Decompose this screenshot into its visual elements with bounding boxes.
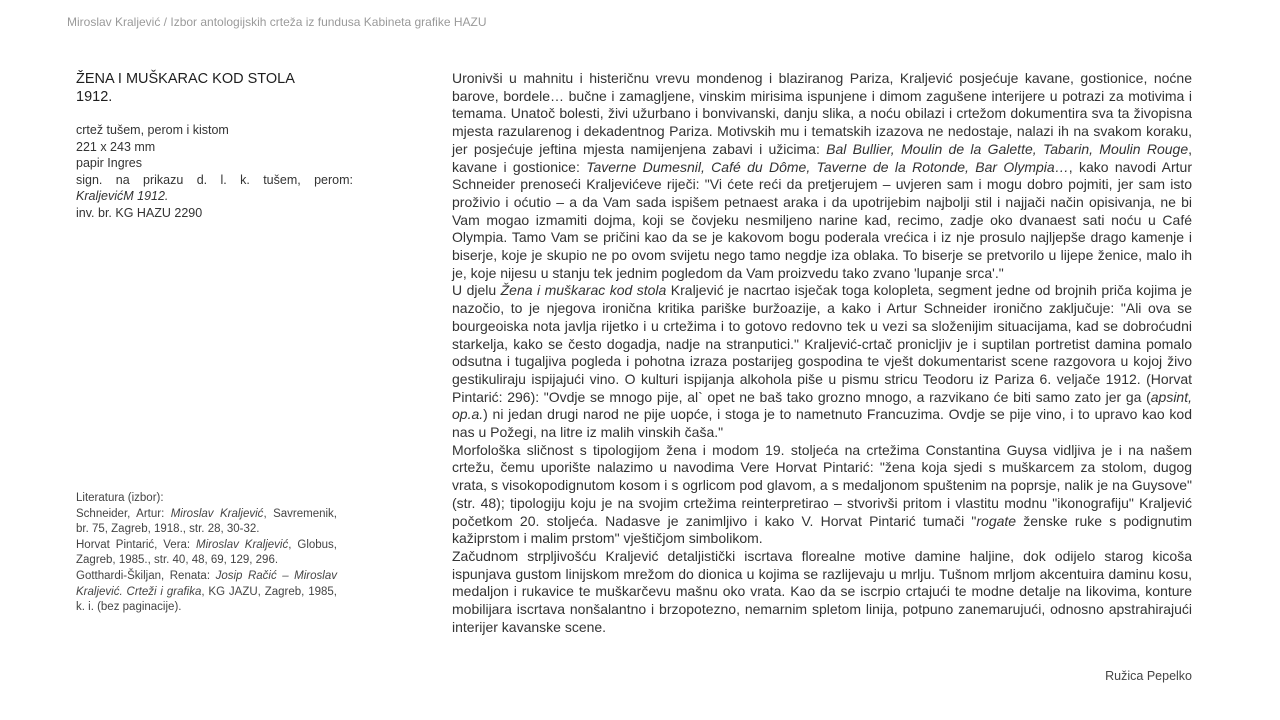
literature: [76, 491, 337, 616]
literature-heading: Literatura (izbor):: [76, 492, 164, 504]
literature-entry: Schneider, Artur: Miroslav Kraljević, Savremenik, br. 75, Zagreb, 1918., str. 28, 30-32.: [76, 507, 337, 536]
breadcrumb: Miroslav Kraljević / Izbor antologijskih crteža iz fundusa Kabineta grafike HAZU: [67, 15, 487, 29]
paragraph: U djelu Žena i muškarac kod stola Kraljević je nacrtao isječak toga kolopleta, segment jedne od brojnih priča kojima je nazočio, to je njegova ironična kritika pariške buržoazije, a kako i Artur Schneider ironično zaključuje: "Ali ova se bourgeoiska nota javlja rijetko i u crtežima i to gotovo redovno tek u vezi sa složenijim situacijama, kad se dobroćudni starkelja, kako se često dogadja, nadje na stranputici." Kraljević-crtač pronicljiv je i suptilan portretist damina pomalo odsutna i tugaljiva pogleda i pohotna izraza postarijeg gospodina te vješt dokumentarist scene razgovora u kojoj živo gestikuliraju ispijajući vino. O kulturi ispijanja alkohola piše u pismu stricu Teodoru iz Pariza 6. veljače 1912. (Horvat Pintarić: 296): "Ovdje se mnogo pije, al` opet ne baš tako grozno mnogo, a razvikano će biti samo zato jer ga (apsint, op.a.) ni jedan drugi narod ne pije uopće, i stoga je to nametnuto Francuzima. Ovdje se pije vino, i to upravo kao kod nas u Požegi, na litre iz malih vinskih čaša.": [452, 282, 1193, 441]
author-signature: Ružica Pepelko: [1105, 669, 1192, 683]
paragraph: Uronivši u mahnitu i histeričnu vrevu mondenog i blaziranog Pariza, Kraljević posjećuje kavane, gostionice, noćne barove, bordele… bučne i zamagljene, vinskim mirisima ispunjene i dimom zagušene interijere u potrazi za motivima i temama. Unatoč bolesti, živi užurbano i bonvivanski, danju slika, a noću obilazi i crtežom dokumentira sva ta živopisna mjesta razularenog i dekadentnog Pariza. Motivskih mu i tematskih izazova ne nedostaje, nalazi ih na svakom koraku, jer posjećuje jeftina mjesta namijenjena zabavi i užicima: Bal Bullier, Moulin de la Galette, Tabarin, Moulin Rouge, kavane i gostionice: Taverne Dumesnil, Café du Dôme, Taverne de la Rotonde, Bar Olympia…, kako navodi Artur Schneider prenoseći Kraljevićeve riječi: "Vi ćete reći da pretjerujem – uvjeren sam i mogu dobro pojmiti, jer sam isto proživio i oćutio – a da Vam sada ispišem petnaest araka i da upotrijebim najbolji stil i najjači način opisivanja, ne bi Vam mogao izmamiti dojma, koji se čovjeku nesmiljeno narine kad, recimo, zadje oko dvanaest sati noću u Café Olympia. Tamo Vam se pričini kao da se je kakovom bogu poderala vrećica i iz nje prosulo najljepše drago kamenje i biserje, koje je skupio ne po ovom svijetu nego tamo negdje iza oblaka. To biserje se pretvorilo u lijepe ženice, malo ih je, koje nijesu u stanju tek jednim pogledom da Vam proizvedu tako zvano 'lupanje srca'.": [452, 70, 1192, 281]
artwork-info: [76, 70, 353, 222]
paragraph: Začudnom strpljivošću Kraljević detaljistički iscrtava florealne motive damine haljine, dok odijelo starog kicoša ispunjava gustom linijskom mrežom do dionica u kojima se razlijevaju u mrlju. Tušnom mrljom akcentuira daminu kosu, medaljon i rukavice te muškarčevu mašnu oko vrata. Kao da se iscrpio crtajući te modne detalje na likovima, konture mobilijara iscrtava nonšalantno i brzopotezno, nemarnim spletom linija, potpuno zanemarujući, odnosno apstrahirajući interijer kavanske scene.: [452, 547, 1192, 635]
literature-entry: Horvat Pintarić, Vera: Miroslav Kraljević, Globus, Zagreb, 1985., str. 40, 48, 69, 129, 296.: [76, 538, 338, 567]
artwork-meta: [76, 122, 353, 222]
artwork-dimensions: 221 x 243 mm: [76, 139, 156, 154]
artwork-year: 1912.: [76, 89, 113, 105]
literature-entry: Gotthardi-Škiljan, Renata: Josip Račić – Miroslav Kraljević. Crteži i grafika, KG JAZU, Zagreb, 1985, k. i. (bez paginacije).: [76, 569, 337, 614]
artwork-inventory: inv. br. KG HAZU 2290: [76, 205, 203, 220]
artwork-technique: crtež tušem, perom i kistom: [76, 123, 229, 137]
paragraph: Morfološka sličnost s tipologijom žena i modom 19. stoljeća na crtežima Constantina Guysa vidljiva je i na našem crtežu, čemu uporište nalazimo u navodima Vere Horvat Pintarić: "žena koja sjedi s muškarcem za stolom, dugog vrata, s visokopodignutom kosom i s ogrlicom pod glavom, a s medaljonom spuštenim na poprsje, nalik je na Guysove" (str. 48); tipologiju koju je na svojim crtežima reinterpretirao – stvorivši pritom i vlastitu modnu "ikonografiju" Kraljević početkom 20. stoljeća. Nadasve je zanimljivo i kako V. Horvat Pintarić tumači "rogate ženske ruke s podignutim kažiprstom i malim prstom" vještičjom simbolikom.: [452, 441, 1192, 547]
article-body: [452, 70, 1192, 637]
artwork-paper: papir Ingres: [76, 156, 143, 171]
artwork-signature-label: sign. na prikazu d. l. k. tušem, perom:: [76, 172, 353, 187]
artwork-title: ŽENA I MUŠKARAC KOD STOLA: [76, 71, 295, 87]
artwork-signature-text: KraljevićM 1912.: [76, 189, 169, 204]
